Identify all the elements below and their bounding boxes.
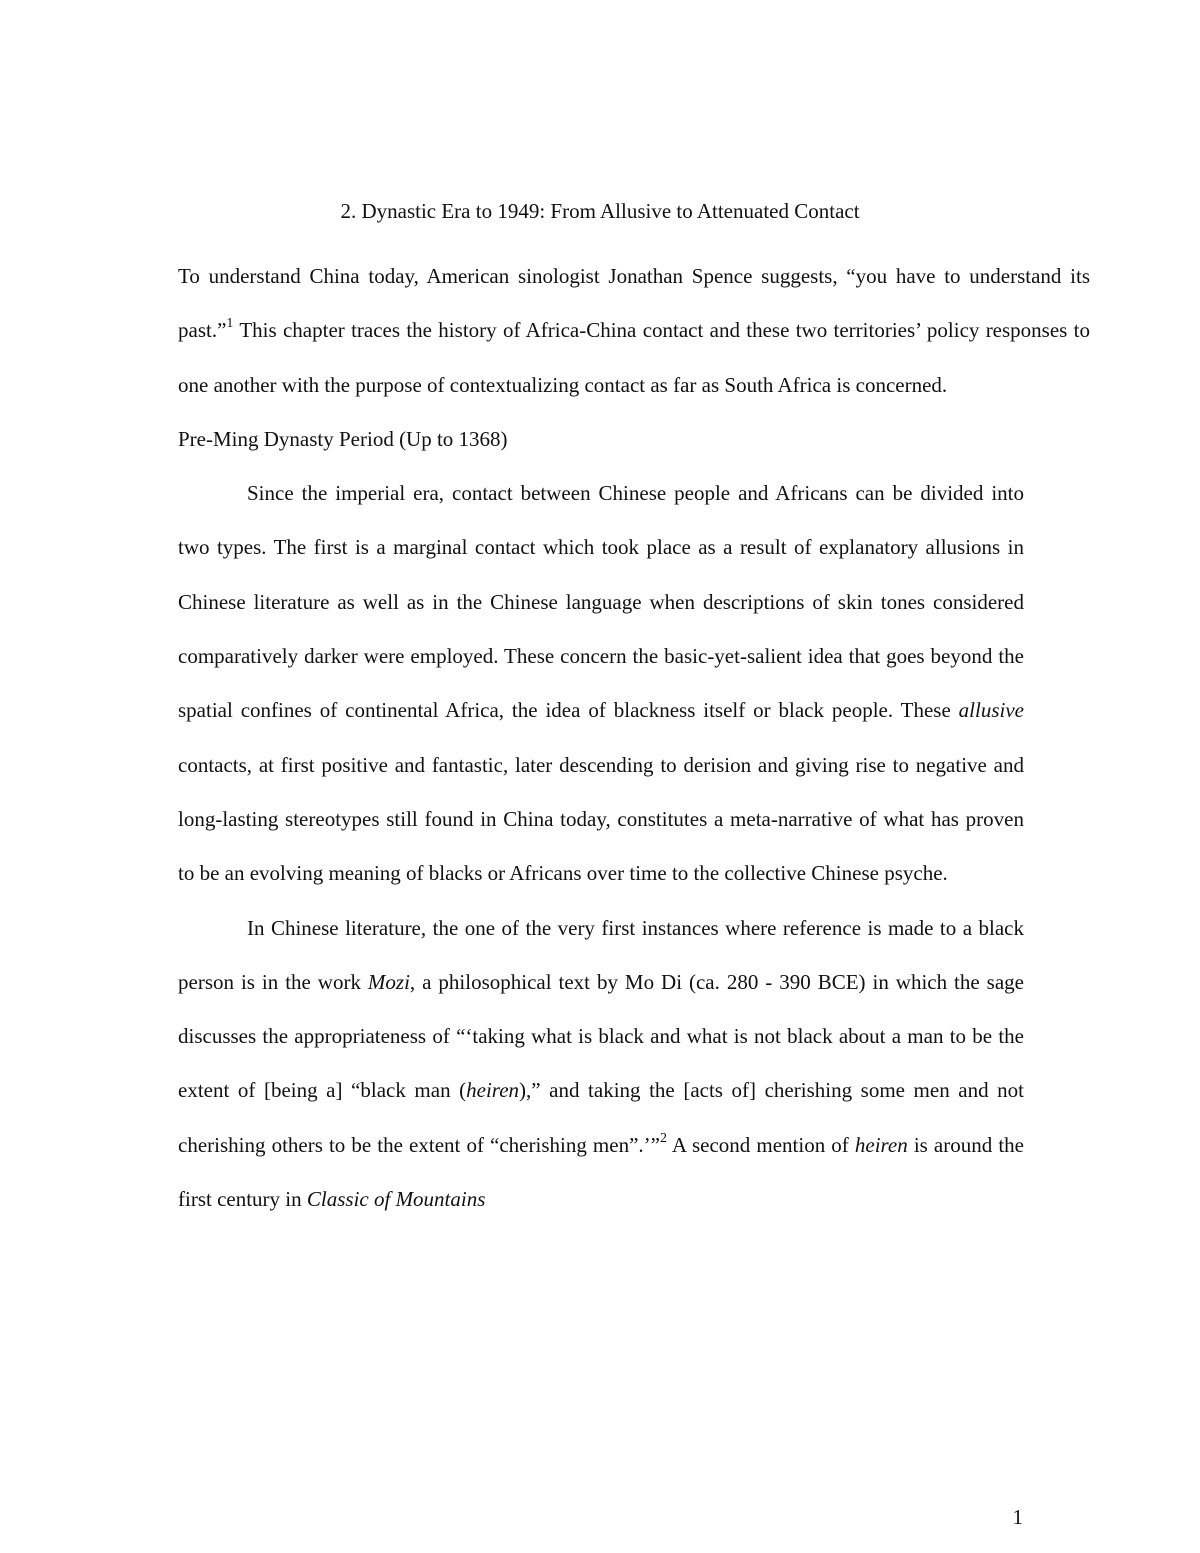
paragraph-2-text-part-1: In Chinese literature, the one of the very first instances where reference is made to a black person is in the work bbox=[178, 915, 1024, 994]
heiren-term-1: heiren bbox=[466, 1078, 520, 1103]
paragraph-2 bbox=[178, 901, 1024, 1227]
paragraph-2-text-part-3: ),” and taking the [acts of] cherishing some men and not cherishing others to be the extent of “cherishing men”.’” bbox=[178, 1078, 1024, 1157]
page-number: 1 bbox=[1012, 1505, 1023, 1529]
paragraph-2-text-part-2: , a philosophical text by Mo Di (ca. 280 - 390 BCE) in which the sage discusses the appropriateness of “‘taking what is black and what is not black about a man to be the extent of [being a] “black man ( bbox=[178, 969, 1024, 1103]
mozi-work-title: Mozi bbox=[367, 969, 410, 994]
allusive-emphasis: allusive bbox=[958, 698, 1024, 723]
heiren-term-2: heiren bbox=[854, 1132, 908, 1157]
footnote-reference-1[interactable]: 1 bbox=[226, 316, 234, 332]
intro-text-after-footnote: This chapter traces the history of Africa-China contact and these two territories’ policy responses to one another with the purpose of contextualizing contact as far as South Africa is concerned. bbox=[178, 318, 1090, 397]
classic-book-title: Classic of Mountains bbox=[306, 1187, 486, 1212]
paragraph-2-text-part-4: A second mention of bbox=[666, 1132, 855, 1157]
paragraph-1 bbox=[178, 466, 1024, 900]
paragraph-2-text-part-5: is around the first century in bbox=[178, 1132, 1024, 1212]
body-text bbox=[178, 249, 1090, 1226]
paragraph-1-text-part-1: Since the imperial era, contact between Chinese people and Africans can be divided into two types. The first is a marginal contact which took place as a result of explanatory allusions in Chinese literature as well as in the Chinese language when descriptions of skin tones considered comparatively darker were employed. These concern the basic-yet-salient idea that goes beyond the spatial confines of continental Africa, the idea of blackness itself or black people. These bbox=[178, 481, 1024, 723]
intro-paragraph bbox=[178, 249, 1090, 412]
chapter-title: 2. Dynastic Era to 1949: From Allusive to Attenuated Contact bbox=[340, 199, 860, 223]
intro-text-before-footnote: To understand China today, American sinologist Jonathan Spence suggests, “you have to understand its past.” bbox=[178, 264, 1090, 343]
section-heading: Pre-Ming Dynasty Period (Up to 1368) bbox=[178, 426, 508, 451]
paragraph-1-text-part-2: contacts, at first positive and fantastic, later descending to derision and giving rise to negative and long-lasting stereotypes still found in China today, constitutes a meta-narrative of what has proven to be an evolving meaning of blacks or Africans over time to the collective Chinese psyche. bbox=[178, 752, 1024, 886]
footnote-reference-2[interactable]: 2 bbox=[659, 1130, 667, 1146]
